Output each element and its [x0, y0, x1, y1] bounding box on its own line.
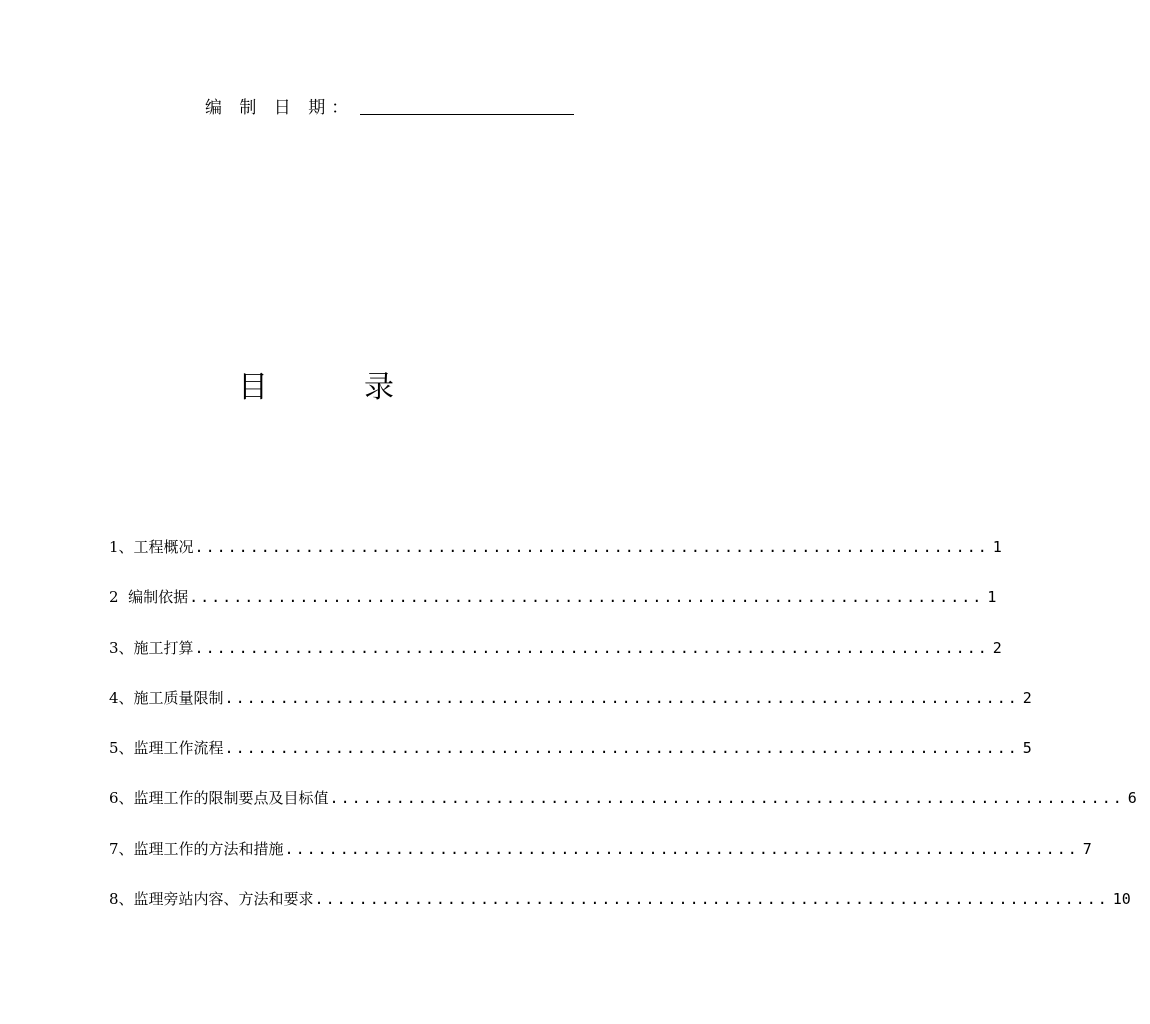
toc-dot-leader: ........................................................................ — [224, 739, 1019, 758]
toc-entry-page: 1 — [992, 538, 1002, 556]
toc-entry-page: 10 — [1112, 890, 1131, 909]
toc-entry[interactable] — [109, 686, 1032, 736]
toc-entry[interactable] — [109, 786, 1137, 836]
toc-entry-page: 5 — [1022, 739, 1032, 758]
toc-entry-page: 7 — [1082, 839, 1092, 858]
compile-date-label: 编 制 日 期： — [205, 98, 355, 118]
toc-entry-page: 2 — [992, 638, 1002, 657]
toc-dot-leader: ........................................................................ — [314, 890, 1109, 909]
toc-dot-leader: ........................................................................ — [189, 588, 984, 607]
compile-date-blank-line — [360, 113, 574, 115]
toc-entry[interactable] — [109, 585, 997, 635]
toc-entry-title: 5、监理工作流程 — [109, 739, 224, 758]
toc-dot-leader: ........................................................................ — [194, 538, 989, 556]
toc-entry[interactable] — [109, 837, 1092, 887]
toc-dot-leader: ........................................................................ — [329, 789, 1124, 808]
toc-entry-title: 4、施工质量限制 — [109, 688, 224, 707]
toc-entry-page: 6 — [1127, 789, 1137, 808]
toc-entry[interactable] — [109, 736, 1032, 786]
toc-entry-title: 7、监理工作的方法和措施 — [109, 839, 284, 858]
toc-entry-title: 3、施工打算 — [109, 638, 194, 657]
toc-entry-title: 8、监理旁站内容、方法和要求 — [109, 890, 314, 909]
toc-entry-title: 6、监理工作的限制要点及目标值 — [109, 789, 329, 808]
toc-dot-leader: ........................................................................ — [194, 638, 989, 657]
toc-entry-title: 2 编制依据 — [109, 588, 189, 607]
toc-dot-leader: ........................................................................ — [224, 688, 1019, 707]
table-of-contents — [109, 535, 1137, 937]
toc-entry[interactable] — [109, 535, 1002, 585]
toc-entry[interactable] — [109, 636, 1002, 686]
toc-heading-char-1: 目 — [238, 370, 268, 405]
toc-entry[interactable] — [109, 887, 1131, 937]
compile-date-row — [205, 96, 574, 120]
toc-heading-char-2: 录 — [364, 370, 394, 405]
toc-entry-page: 2 — [1022, 688, 1032, 707]
toc-entry-page: 1 — [987, 588, 997, 607]
toc-dot-leader: ........................................................................ — [284, 839, 1079, 858]
toc-entry-title: 1、工程概况 — [109, 538, 194, 556]
toc-heading — [238, 368, 394, 408]
